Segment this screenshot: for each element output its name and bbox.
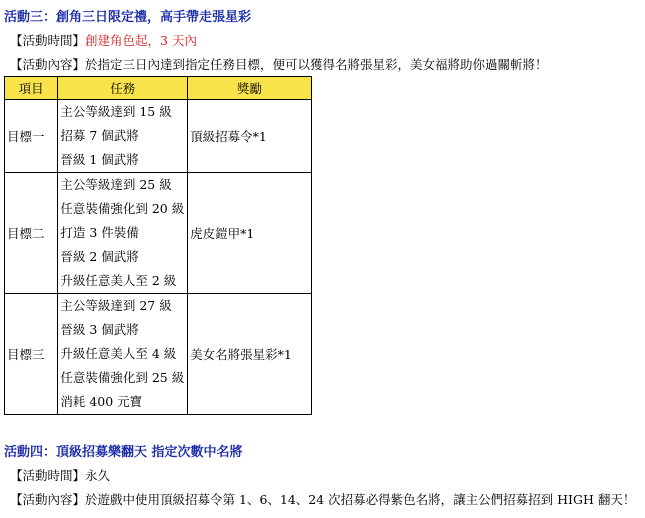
event3-time-value: 創建角色起，3 天內 xyxy=(85,33,197,48)
event3-content-label: 【活動內容】 xyxy=(10,57,86,72)
task-entry: 打造 3 件裝備 xyxy=(60,225,139,240)
header-reward: 獎勵 xyxy=(188,77,312,100)
row-reward: 虎皮鎧甲*1 xyxy=(188,173,312,294)
event3-content-value: 於指定三日內達到指定任務目標，便可以獲得名將張星彩，美女福將助你過關斬將！ xyxy=(85,57,548,72)
event4-content-line xyxy=(10,490,635,508)
row-tasks xyxy=(58,294,188,415)
event4-time-value: 永久 xyxy=(85,468,111,483)
task-entry: 主公等級達到 15 級 xyxy=(60,104,172,119)
task-table xyxy=(4,76,312,415)
task-entry: 招募 7 個武將 xyxy=(60,128,139,143)
task-entry: 任意裝備強化到 20 級 xyxy=(60,201,185,216)
row-item: 目標二 xyxy=(5,173,58,294)
task-entry: 晉級 3 個武將 xyxy=(60,322,139,337)
table-header-row xyxy=(5,77,312,100)
task-entry: 升級任意美人至 2 級 xyxy=(60,273,177,288)
task-entry: 升級任意美人至 4 級 xyxy=(60,346,177,361)
event3-heading: 活動三：創角三日限定禮，高手帶走張星彩 xyxy=(4,10,252,25)
task-entry: 任意裝備強化到 25 級 xyxy=(60,370,185,385)
task-entry: 消耗 400 元寶 xyxy=(60,394,143,409)
event4-content-label: 【活動內容】 xyxy=(10,492,86,507)
event3-content-line xyxy=(10,55,548,73)
task-entry: 主公等級達到 27 級 xyxy=(60,298,172,313)
row-tasks xyxy=(58,100,188,173)
table-row xyxy=(5,100,312,173)
row-item: 目標三 xyxy=(5,294,58,415)
event4-time-label: 【活動時間】 xyxy=(10,468,86,483)
row-reward: 頂級招募令*1 xyxy=(188,100,312,173)
task-entry: 晉級 1 個武將 xyxy=(60,152,139,167)
table-row xyxy=(5,294,312,415)
task-entry: 晉級 2 個武將 xyxy=(60,249,139,264)
header-task: 任務 xyxy=(58,77,188,100)
event3-time-label: 【活動時間】 xyxy=(10,33,86,48)
task-entry: 主公等級達到 25 級 xyxy=(60,177,172,192)
row-tasks xyxy=(58,173,188,294)
table-row xyxy=(5,173,312,294)
header-item: 項目 xyxy=(5,77,58,100)
event4-time-line xyxy=(10,466,110,484)
row-item: 目標一 xyxy=(5,100,58,173)
event3-time-line xyxy=(10,31,197,49)
row-reward: 美女名將張星彩*1 xyxy=(188,294,312,415)
event4-heading: 活動四：頂級招募樂翻天 指定次數中名將 xyxy=(4,445,243,460)
event4-content-value: 於遊戲中使用頂級招募令第 1、6、14、24 次招募必得紫色名將，讓主公們招募招到 HIGH 翻天！ xyxy=(85,492,636,507)
